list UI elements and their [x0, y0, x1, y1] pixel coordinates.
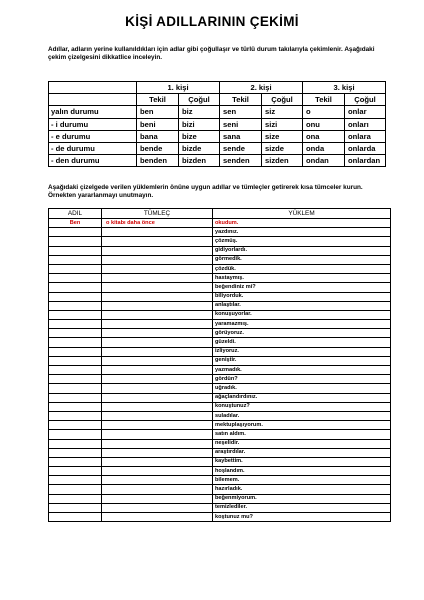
pronoun-cell: onda [303, 142, 345, 154]
predicate-cell: gidiyorlardı. [213, 246, 391, 255]
instructions-paragraph: Aşağıdaki çizelgede verilen yüklemlerin önüne uygun adıllar ve tümleçler getirerek kısa tümceler kurun. Örnekten yararlanmayı unutmayın. [48, 184, 363, 200]
tumlec-blank[interactable] [102, 237, 213, 246]
tumlec-blank[interactable] [102, 329, 213, 338]
predicate-cell: hazırladık. [213, 485, 391, 494]
pronoun-cell: benden [137, 155, 179, 167]
exercise-row [49, 485, 391, 494]
person-header: 1. kişi [137, 82, 220, 94]
case-label: yalın durumu [49, 106, 137, 118]
exercise-row [49, 338, 391, 347]
pronoun-cell: senden [220, 155, 262, 167]
conjugation-table [48, 81, 386, 167]
tumlec-blank[interactable] [102, 375, 213, 384]
tumlec-blank[interactable] [102, 356, 213, 365]
adil-blank[interactable] [49, 237, 102, 246]
pronoun-cell: onlar [345, 106, 386, 118]
tumlec-blank[interactable] [102, 384, 213, 393]
conjugation-row [49, 142, 386, 154]
adil-blank[interactable] [49, 283, 102, 292]
predicate-cell: güzeldi. [213, 338, 391, 347]
number-header-row [49, 94, 386, 106]
exercise-row [49, 467, 391, 476]
column-header-adil: ADIL [49, 209, 102, 219]
tumlec-blank[interactable] [102, 411, 213, 420]
adil-blank[interactable] [49, 292, 102, 301]
pronoun-cell: onları [345, 118, 386, 130]
predicate-cell: biliyorduk. [213, 292, 391, 301]
exercise-row [49, 411, 391, 420]
exercise-row [49, 494, 391, 503]
exercise-row [49, 283, 391, 292]
pronoun-cell: sizden [262, 155, 303, 167]
pronoun-cell: onlardan [345, 155, 386, 167]
adil-blank[interactable] [49, 384, 102, 393]
exercise-row [49, 292, 391, 301]
tumlec-blank[interactable] [102, 402, 213, 411]
pronoun-cell: bana [137, 130, 179, 142]
predicate-cell: koştunuz mu? [213, 513, 391, 522]
pronoun-cell: onlarda [345, 142, 386, 154]
predicate-cell: araştırdılar. [213, 448, 391, 457]
predicate-cell: uğradık. [213, 384, 391, 393]
pronoun-cell: bende [137, 142, 179, 154]
pronoun-cell: sana [220, 130, 262, 142]
case-label: - i durumu [49, 118, 137, 130]
exercise-row [49, 264, 391, 273]
pronoun-cell: size [262, 130, 303, 142]
number-header: Çoğul [345, 94, 386, 106]
pronoun-cell: biz [179, 106, 220, 118]
tumlec-blank[interactable] [102, 274, 213, 283]
tumlec-blank[interactable] [102, 503, 213, 512]
adil-blank[interactable] [49, 448, 102, 457]
exercise-row [49, 237, 391, 246]
adil-blank[interactable] [49, 421, 102, 430]
exercise-row [49, 448, 391, 457]
adil-blank[interactable] [49, 375, 102, 384]
adil-blank[interactable] [49, 246, 102, 255]
adil-blank[interactable] [49, 411, 102, 420]
adil-blank[interactable] [49, 513, 102, 522]
page-title: KİŞİ ADILLARININ ÇEKİMİ [125, 14, 299, 29]
tumlec-blank[interactable] [102, 448, 213, 457]
tumlec-blank[interactable] [102, 228, 213, 237]
conjugation-row [49, 130, 386, 142]
exercise-row [49, 375, 391, 384]
number-header: Tekil [303, 94, 345, 106]
pronoun-cell: onlara [345, 130, 386, 142]
tumlec-blank[interactable] [102, 467, 213, 476]
tumlec-blank[interactable] [102, 246, 213, 255]
predicate-cell: beğenmiyorum. [213, 494, 391, 503]
tumlec-blank[interactable] [102, 439, 213, 448]
exercise-table [48, 208, 391, 522]
exercise-row [49, 301, 391, 310]
exercise-row [49, 274, 391, 283]
number-header: Tekil [220, 94, 262, 106]
pronoun-cell: sizde [262, 142, 303, 154]
adil-blank[interactable] [49, 494, 102, 503]
tumlec-blank[interactable] [102, 393, 213, 402]
tumlec-blank[interactable] [102, 338, 213, 347]
exercise-row [49, 384, 391, 393]
conjugation-row [49, 155, 386, 167]
predicate-cell: yazmadık. [213, 366, 391, 375]
predicate-cell: hastaymış. [213, 274, 391, 283]
predicate-cell: konuşuyorlar. [213, 310, 391, 319]
adil-blank[interactable] [49, 430, 102, 439]
predicate-cell: ağaçlandırdınız. [213, 393, 391, 402]
exercise-row [49, 310, 391, 319]
exercise-row [49, 476, 391, 485]
exercise-row [49, 366, 391, 375]
tumlec-blank[interactable] [102, 320, 213, 329]
number-header: Tekil [137, 94, 179, 106]
predicate-cell: neşelidir. [213, 439, 391, 448]
exercise-row [49, 255, 391, 264]
tumlec-blank[interactable] [102, 421, 213, 430]
tumlec-blank[interactable] [102, 264, 213, 273]
predicate-cell: temizlediler. [213, 503, 391, 512]
pronoun-cell: bizden [179, 155, 220, 167]
example-yuklem: okudum. [213, 219, 391, 228]
predicate-cell: mektuplaşıyorum. [213, 421, 391, 430]
predicate-cell: çözmüş. [213, 237, 391, 246]
predicate-cell: izliyoruz. [213, 347, 391, 356]
predicate-cell: satın aldım. [213, 430, 391, 439]
pronoun-cell: bizi [179, 118, 220, 130]
example-tumlec: o kitabı daha önce [102, 219, 213, 228]
exercise-row [49, 228, 391, 237]
tumlec-blank[interactable] [102, 366, 213, 375]
predicate-cell: görüyoruz. [213, 329, 391, 338]
predicate-cell: beğendiniz mi? [213, 283, 391, 292]
tumlec-blank[interactable] [102, 476, 213, 485]
pronoun-cell: sende [220, 142, 262, 154]
predicate-cell: yaramazmış. [213, 320, 391, 329]
exercise-row [49, 320, 391, 329]
adil-blank[interactable] [49, 310, 102, 319]
pronoun-cell: o [303, 106, 345, 118]
column-header-tumlec: TÜMLEÇ [102, 209, 213, 219]
predicate-cell: yazdınız. [213, 228, 391, 237]
adil-blank[interactable] [49, 255, 102, 264]
predicate-cell: gördün? [213, 375, 391, 384]
tumlec-blank[interactable] [102, 255, 213, 264]
person-header: 3. kişi [303, 82, 386, 94]
example-adil: Ben [49, 219, 102, 228]
adil-blank[interactable] [49, 347, 102, 356]
pronoun-cell: beni [137, 118, 179, 130]
exercise-row [49, 421, 391, 430]
pronoun-cell: sen [220, 106, 262, 118]
adil-blank[interactable] [49, 366, 102, 375]
pronoun-cell: seni [220, 118, 262, 130]
exercise-row [49, 329, 391, 338]
number-header: Çoğul [179, 94, 220, 106]
exercise-row [49, 513, 391, 522]
pronoun-cell: ondan [303, 155, 345, 167]
number-header: Çoğul [262, 94, 303, 106]
tumlec-blank[interactable] [102, 310, 213, 319]
adil-blank[interactable] [49, 485, 102, 494]
adil-blank[interactable] [49, 457, 102, 466]
predicate-cell: suladılar. [213, 411, 391, 420]
exercise-row [49, 347, 391, 356]
pronoun-cell: siz [262, 106, 303, 118]
adil-blank[interactable] [49, 301, 102, 310]
exercise-row [49, 503, 391, 512]
predicate-cell: çözdük. [213, 264, 391, 273]
tumlec-blank[interactable] [102, 301, 213, 310]
case-label: - de durumu [49, 142, 137, 154]
tumlec-blank[interactable] [102, 292, 213, 301]
intro-paragraph: Adıllar, adların yerine kullanıldıkları için adlar gibi çoğullaşır ve türlü durum takılarıyla çekimlenir. Aşağıdaki çekim çizelgesini dikkatlice inceleyin. [48, 46, 375, 62]
person-header-row [49, 82, 386, 94]
predicate-cell: görmedik. [213, 255, 391, 264]
exercise-row [49, 430, 391, 439]
tumlec-blank[interactable] [102, 494, 213, 503]
exercise-row [49, 393, 391, 402]
tumlec-blank[interactable] [102, 513, 213, 522]
adil-blank[interactable] [49, 402, 102, 411]
adil-blank[interactable] [49, 356, 102, 365]
pronoun-cell: ben [137, 106, 179, 118]
pronoun-cell: onu [303, 118, 345, 130]
adil-blank[interactable] [49, 329, 102, 338]
adil-blank[interactable] [49, 439, 102, 448]
predicate-cell: anlaştılar. [213, 301, 391, 310]
person-header: 2. kişi [220, 82, 303, 94]
conjugation-row [49, 106, 386, 118]
adil-blank[interactable] [49, 476, 102, 485]
pronoun-cell: bizde [179, 142, 220, 154]
example-row [49, 219, 391, 228]
conjugation-row [49, 118, 386, 130]
case-label: - e durumu [49, 130, 137, 142]
predicate-cell: hoşlandım. [213, 467, 391, 476]
tumlec-blank[interactable] [102, 457, 213, 466]
pronoun-cell: bize [179, 130, 220, 142]
predicate-cell: geniştir. [213, 356, 391, 365]
predicate-cell: kaybettim. [213, 457, 391, 466]
corner-cell [49, 94, 137, 106]
tumlec-blank[interactable] [102, 283, 213, 292]
exercise-row [49, 439, 391, 448]
exercise-row [49, 402, 391, 411]
pronoun-cell: ona [303, 130, 345, 142]
tumlec-blank[interactable] [102, 430, 213, 439]
pronoun-cell: sizi [262, 118, 303, 130]
adil-blank[interactable] [49, 393, 102, 402]
adil-blank[interactable] [49, 274, 102, 283]
predicate-cell: konuştunuz? [213, 402, 391, 411]
adil-blank[interactable] [49, 338, 102, 347]
exercise-header-row [49, 209, 391, 219]
corner-cell [49, 82, 137, 94]
predicate-cell: bilemem. [213, 476, 391, 485]
column-header-yuklem: YÜKLEM [213, 209, 391, 219]
case-label: - den durumu [49, 155, 137, 167]
tumlec-blank[interactable] [102, 347, 213, 356]
adil-blank[interactable] [49, 264, 102, 273]
exercise-row [49, 457, 391, 466]
adil-blank[interactable] [49, 320, 102, 329]
adil-blank[interactable] [49, 503, 102, 512]
adil-blank[interactable] [49, 467, 102, 476]
adil-blank[interactable] [49, 228, 102, 237]
exercise-row [49, 356, 391, 365]
exercise-row [49, 246, 391, 255]
tumlec-blank[interactable] [102, 485, 213, 494]
